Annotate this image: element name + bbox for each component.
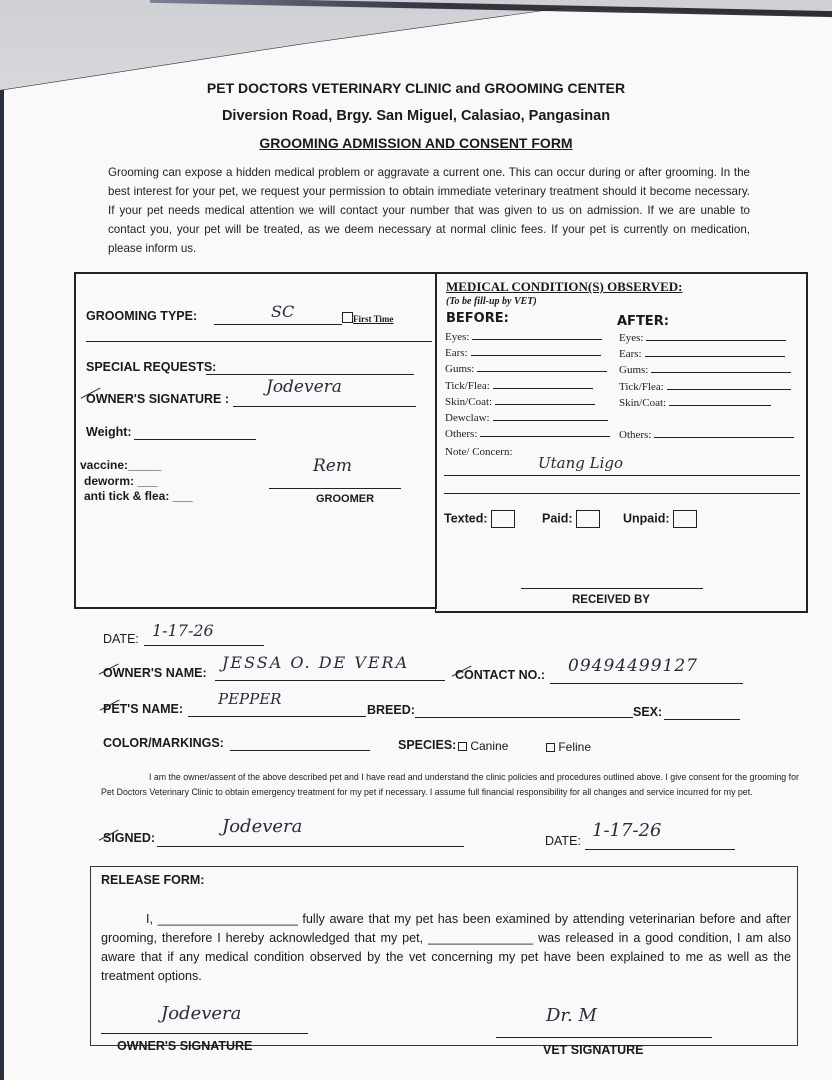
release-title: RELEASE FORM: [101,873,205,887]
release-owner-signature-value: Jodevera [161,1003,242,1024]
before-field-label: Tick/Flea: [445,379,490,392]
weight-field[interactable] [134,439,256,440]
consent-date-label: DATE: [545,834,581,848]
before-field-row[interactable] [445,363,607,375]
texted-checkbox[interactable] [491,510,515,528]
owner-signature-field[interactable] [233,406,416,407]
before-field-row[interactable] [445,347,601,359]
date-label: DATE: [103,632,139,646]
consent-date-value: 1-17-26 [592,820,662,841]
species-feline-option[interactable] [546,740,591,754]
note-line-2[interactable] [444,493,800,494]
release-paragraph [101,910,791,986]
groomer-signature-field[interactable] [269,488,401,489]
species-label: SPECIES: [398,738,457,752]
deworm-label-text: deworm: [84,474,135,488]
owner-name-label: OWNER'S NAME: [103,666,207,680]
feline-checkbox[interactable] [546,743,555,752]
release-text: I, ____________________ fully aware that my pet has been examined by attending veterinarian before and after grooming, therefore I hereby acknowledged that my pet, _______________ was released in a good condition, I am also aware that if any medical condition observed by the vet concerning my pet have been explained to me as well as the treatment options. [101,912,791,983]
after-field-line[interactable] [646,340,786,341]
medical-title: MEDICAL CONDITION(S) OBSERVED: [446,279,683,294]
after-field-line[interactable] [645,356,785,357]
breed-field[interactable] [415,717,633,718]
owner-name-value: JESSA O. DE VERA [222,653,410,672]
pet-name-field[interactable] [188,716,366,717]
before-field-row[interactable] [445,396,595,408]
after-field-row[interactable] [619,364,791,376]
signed-value: Jodevera [222,816,303,837]
after-field-line[interactable] [667,389,791,390]
owner-signature-value: Jodevera [266,377,342,397]
special-requests-field[interactable] [206,374,414,375]
groomer-label: GROOMER [316,493,375,505]
deworm-label: deworm: ___ [84,474,158,488]
species-canine-option[interactable] [458,739,508,753]
vet-signature-value: Dr. M [546,1005,597,1026]
grooming-type-label: GROOMING TYPE: [86,309,198,323]
paid-option[interactable] [542,510,600,528]
grooming-type-value: SC [271,302,295,321]
unpaid-option[interactable] [623,510,697,528]
after-field-row[interactable] [619,397,771,409]
after-field-line[interactable] [669,405,771,406]
note-value: Utang Ligo [538,454,624,472]
canine-checkbox[interactable] [458,742,467,751]
vaccine-label: vaccine:_____ [80,458,162,472]
clinic-name: PET DOCTORS VETERINARY CLINIC and GROOMING CENTER [206,80,626,96]
before-field-line[interactable] [493,420,608,421]
texted-label: Texted: [444,511,488,526]
first-time-label: First Time [353,314,394,324]
after-field-row[interactable] [619,332,786,344]
after-field-row[interactable] [619,348,785,360]
owner-signature-label: OWNER'S SIGNATURE : [86,392,230,406]
before-field-row[interactable] [445,428,610,440]
date-value: 1-17-26 [152,621,214,640]
medical-subtitle: (To be fill-up by VET) [446,296,537,307]
grooming-section [74,272,437,609]
contact-label: CONTACT NO.: [455,668,546,682]
signed-field[interactable] [157,846,464,847]
unpaid-label: Unpaid: [623,511,670,526]
contact-value: 09494499127 [568,656,698,676]
date-field[interactable] [144,645,264,646]
before-field-label: Dewclaw: [445,412,490,424]
owner-name-field[interactable] [215,680,445,681]
received-by-field[interactable] [521,588,703,589]
texted-option[interactable] [444,510,515,528]
note-line-1[interactable] [444,475,800,476]
groomer-signature-value: Rem [313,456,352,476]
after-field-line[interactable] [654,437,794,438]
before-field-line[interactable] [493,388,593,389]
paid-label: Paid: [542,511,573,526]
before-field-row[interactable] [445,380,593,392]
after-field-row[interactable] [619,381,791,393]
weight-label: Weight: [86,425,132,439]
before-field-label: Others: [445,428,478,441]
before-field-row[interactable] [445,331,602,343]
before-field-label: Eyes: [445,331,470,343]
before-field-line[interactable] [495,404,595,405]
color-field[interactable] [230,750,370,751]
after-label: AFTER: [617,314,669,329]
before-field-line[interactable] [471,355,601,356]
before-field-line[interactable] [472,339,602,340]
grooming-type-field[interactable] [214,324,342,325]
canine-label: Canine [470,739,509,753]
first-time-checkbox[interactable] [342,312,353,323]
anti-tick-label: anti tick & flea: ___ [84,489,193,503]
release-owner-signature-field[interactable] [101,1033,308,1034]
consent-paragraph [101,770,801,800]
consent-date-field[interactable] [585,849,735,850]
pet-name-label: PET'S NAME: [103,702,184,716]
after-field-label: Skin/Coat: [619,396,667,409]
before-field-line[interactable] [480,436,610,437]
medical-section [435,272,808,613]
breed-label: BREED: [367,703,415,717]
grooming-type-extra-line [86,341,432,342]
after-field-line[interactable] [651,372,791,373]
special-requests-label: SPECIAL REQUESTS: [86,360,217,374]
sex-field[interactable] [664,719,740,720]
before-field-label: Gums: [445,363,475,376]
signed-label: SIGNED: [103,831,156,845]
unpaid-checkbox[interactable] [673,510,697,528]
before-field-label: Skin/Coat: [445,395,493,408]
received-by-label: RECEIVED BY [572,594,650,606]
clinic-address: Diversion Road, Brgy. San Miguel, Calasiao, Pangasinan [221,108,611,124]
before-field-label: Ears: [445,347,468,360]
sex-label: SEX: [633,705,663,719]
paid-checkbox[interactable] [576,510,600,528]
before-field-row[interactable] [445,412,608,424]
feline-label: Feline [558,740,592,754]
anti-tick-label-text: anti tick & flea: [84,489,170,503]
after-field-label: Gums: [619,364,649,377]
form-title-text: GROOMING ADMISSION AND CONSENT FORM [259,135,573,151]
after-field-label: Others: [619,429,652,442]
consent-text: I am the owner/assent of the above described pet and I have read and understand the clinic policies and procedures outlined above. I give consent for the grooming for Pet Doctors Veterinary Clinic to obtain emergency treatment for my pet if necessary. I assume full financial responsibility for all changes and service incurred for my pet. [101,772,799,797]
after-field-row[interactable] [619,429,794,441]
first-time-option[interactable] [342,312,393,324]
pet-name-value: PEPPER [218,690,282,708]
after-field-label: Eyes: [619,332,644,344]
vet-signature-field[interactable] [496,1037,712,1038]
vaccine-label-text: vaccine: [80,458,129,472]
intro-paragraph: Grooming can expose a hidden medical problem or aggravate a current one. This can occur during or after grooming. In the best interest for your pet, we request your permission to obtain immediate veterinary treatment should it become necessary. If your pet needs medical attention we will contact your number that was given to us on admission. If we are unable to contact you, your pet will be treated, as we deem necessary at normal clinic fees. If your pet is currently on medication, please inform us. [108,166,750,255]
after-field-label: Ears: [619,348,642,361]
before-field-line[interactable] [477,371,607,372]
release-owner-signature-label: OWNER'S SIGNATURE [117,1039,253,1053]
color-label: COLOR/MARKINGS: [103,736,224,750]
note-label: Note/ Concern: [445,446,513,458]
release-form [90,866,798,1057]
form-title [0,135,832,151]
before-label: BEFORE: [446,311,509,326]
vet-signature-label: VET SIGNATURE [543,1043,644,1057]
after-field-label: Tick/Flea: [619,380,664,393]
contact-field[interactable] [550,683,743,684]
